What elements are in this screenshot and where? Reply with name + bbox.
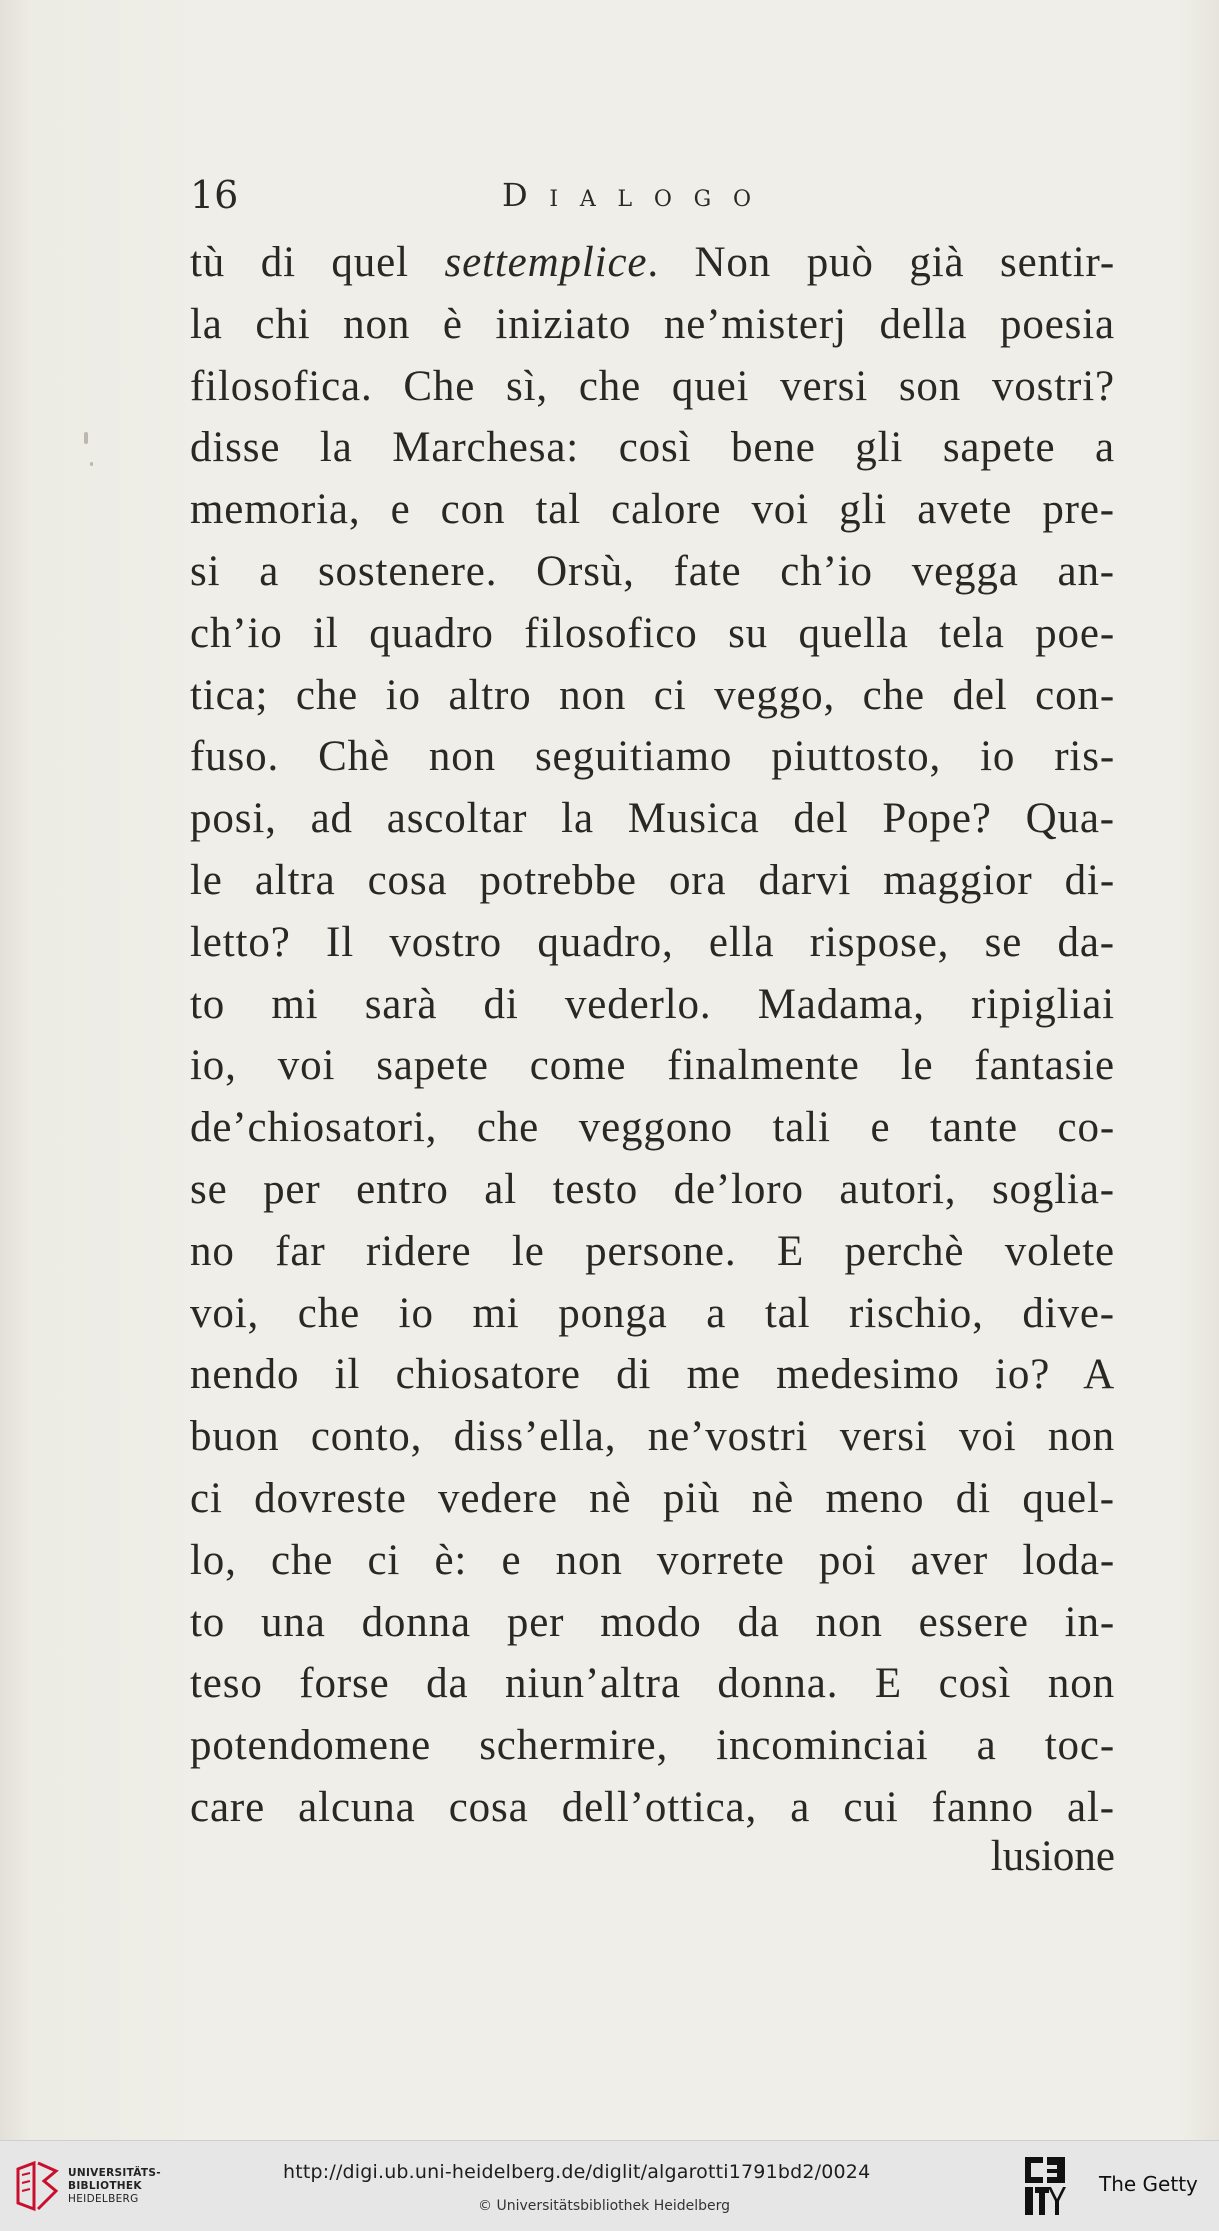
text-line [190, 1097, 1115, 1159]
university-library-logo-icon [14, 2161, 60, 2213]
text-run: care alcuna cosa dell’ottica, a cui fanno al- [190, 1783, 1115, 1831]
text-run: filosofica. Che sì, che quei versi son vostri? [190, 362, 1115, 410]
text-run: la chi non è iniziato ne’misterj della poesia [190, 300, 1115, 348]
text-line [190, 232, 1115, 294]
body-text [190, 232, 1115, 1839]
text-run: buon conto, diss’ella, ne’vostri versi voi non [190, 1413, 1115, 1461]
text-line [190, 788, 1115, 850]
permalink-url[interactable]: http://digi.ub.uni-heidelberg.de/diglit/algarotti1791bd2/0024 [283, 2161, 871, 2183]
text-line [190, 603, 1115, 665]
text-line [190, 1592, 1115, 1654]
text-line [190, 541, 1115, 603]
text-run: se per entro al testo de’loro autori, soglia- [190, 1165, 1115, 1213]
text-line [190, 1530, 1115, 1592]
text-run: tica; che io altro non ci veggo, che del con- [190, 671, 1115, 719]
italic-word: settemplice [444, 239, 648, 286]
text-run: to una donna per modo da non essere in- [190, 1598, 1115, 1646]
text-run: teso forse da niun’altra donna. E così non [190, 1660, 1115, 1708]
text-run: . Non può già sentir- [647, 239, 1116, 286]
text-line [190, 1406, 1115, 1468]
text-line [190, 850, 1115, 912]
university-library-name: UNIVERSITÄTS- BIBLIOTHEK HEIDELBERG [68, 2167, 161, 2205]
text-run: nendo il chiosatore di me medesimo io? A [190, 1351, 1115, 1399]
text-run: letto? Il vostro quadro, ella rispose, se da- [190, 918, 1115, 966]
text-line [190, 1035, 1115, 1097]
text-line [190, 479, 1115, 541]
text-line [190, 294, 1115, 356]
text-run: potendomene schermire, incominciai a toc- [190, 1722, 1115, 1770]
text-run: posi, ad ascoltar la Musica del Pope? Qua- [190, 795, 1115, 843]
text-line [190, 912, 1115, 974]
text-line [190, 1159, 1115, 1221]
text-run: io, voi sapete come finalmente le fantasie [190, 1042, 1115, 1090]
text-line [190, 1221, 1115, 1283]
margin-speck [84, 432, 88, 444]
catchword: lusione [990, 1833, 1115, 1880]
text-line [190, 974, 1115, 1036]
text-run: memoria, e con tal calore voi gli avete pre- [190, 486, 1115, 534]
text-run: tù di quel [190, 239, 445, 286]
text-run: voi, che io mi ponga a tal rischio, dive- [190, 1289, 1115, 1337]
page-number: 16 [190, 173, 239, 217]
section-title: Dialogo [502, 176, 773, 214]
text-run: le altra cosa potrebbe ora darvi maggior di- [190, 856, 1115, 904]
text-line [190, 665, 1115, 727]
getty-name: The Getty [1099, 2172, 1198, 2196]
text-line [190, 726, 1115, 788]
text-line [190, 1283, 1115, 1345]
margin-speck [90, 462, 93, 466]
viewer-footer [0, 2140, 1219, 2231]
text-line [190, 417, 1115, 479]
text-run: de’chiosatori, che veggono tali e tante co- [190, 1104, 1115, 1152]
text-line [190, 356, 1115, 418]
text-run: disse la Marchesa: così bene gli sapete a [190, 424, 1115, 472]
text-run: no far ridere le persone. E perchè volete [190, 1227, 1115, 1275]
text-run: si a sostenere. Orsù, fate ch’io vegga an- [190, 547, 1115, 595]
text-run: to mi sarà di vederlo. Madama, ripigliai [190, 980, 1115, 1028]
text-line [190, 1468, 1115, 1530]
text-line [190, 1653, 1115, 1715]
text-line [190, 1715, 1115, 1777]
text-line [190, 1344, 1115, 1406]
getty-logo-icon [1023, 2155, 1067, 2217]
text-run: ch’io il quadro filosofico su quella tela poe- [190, 609, 1115, 657]
text-run: lo, che ci è: e non vorrete poi aver loda- [190, 1536, 1115, 1584]
text-run: fuso. Chè non seguitiamo piuttosto, io ris- [190, 733, 1115, 781]
copyright-notice: © Universitätsbibliothek Heidelberg [478, 2198, 731, 2214]
text-run: ci dovreste vedere nè più nè meno di quel- [190, 1474, 1115, 1522]
